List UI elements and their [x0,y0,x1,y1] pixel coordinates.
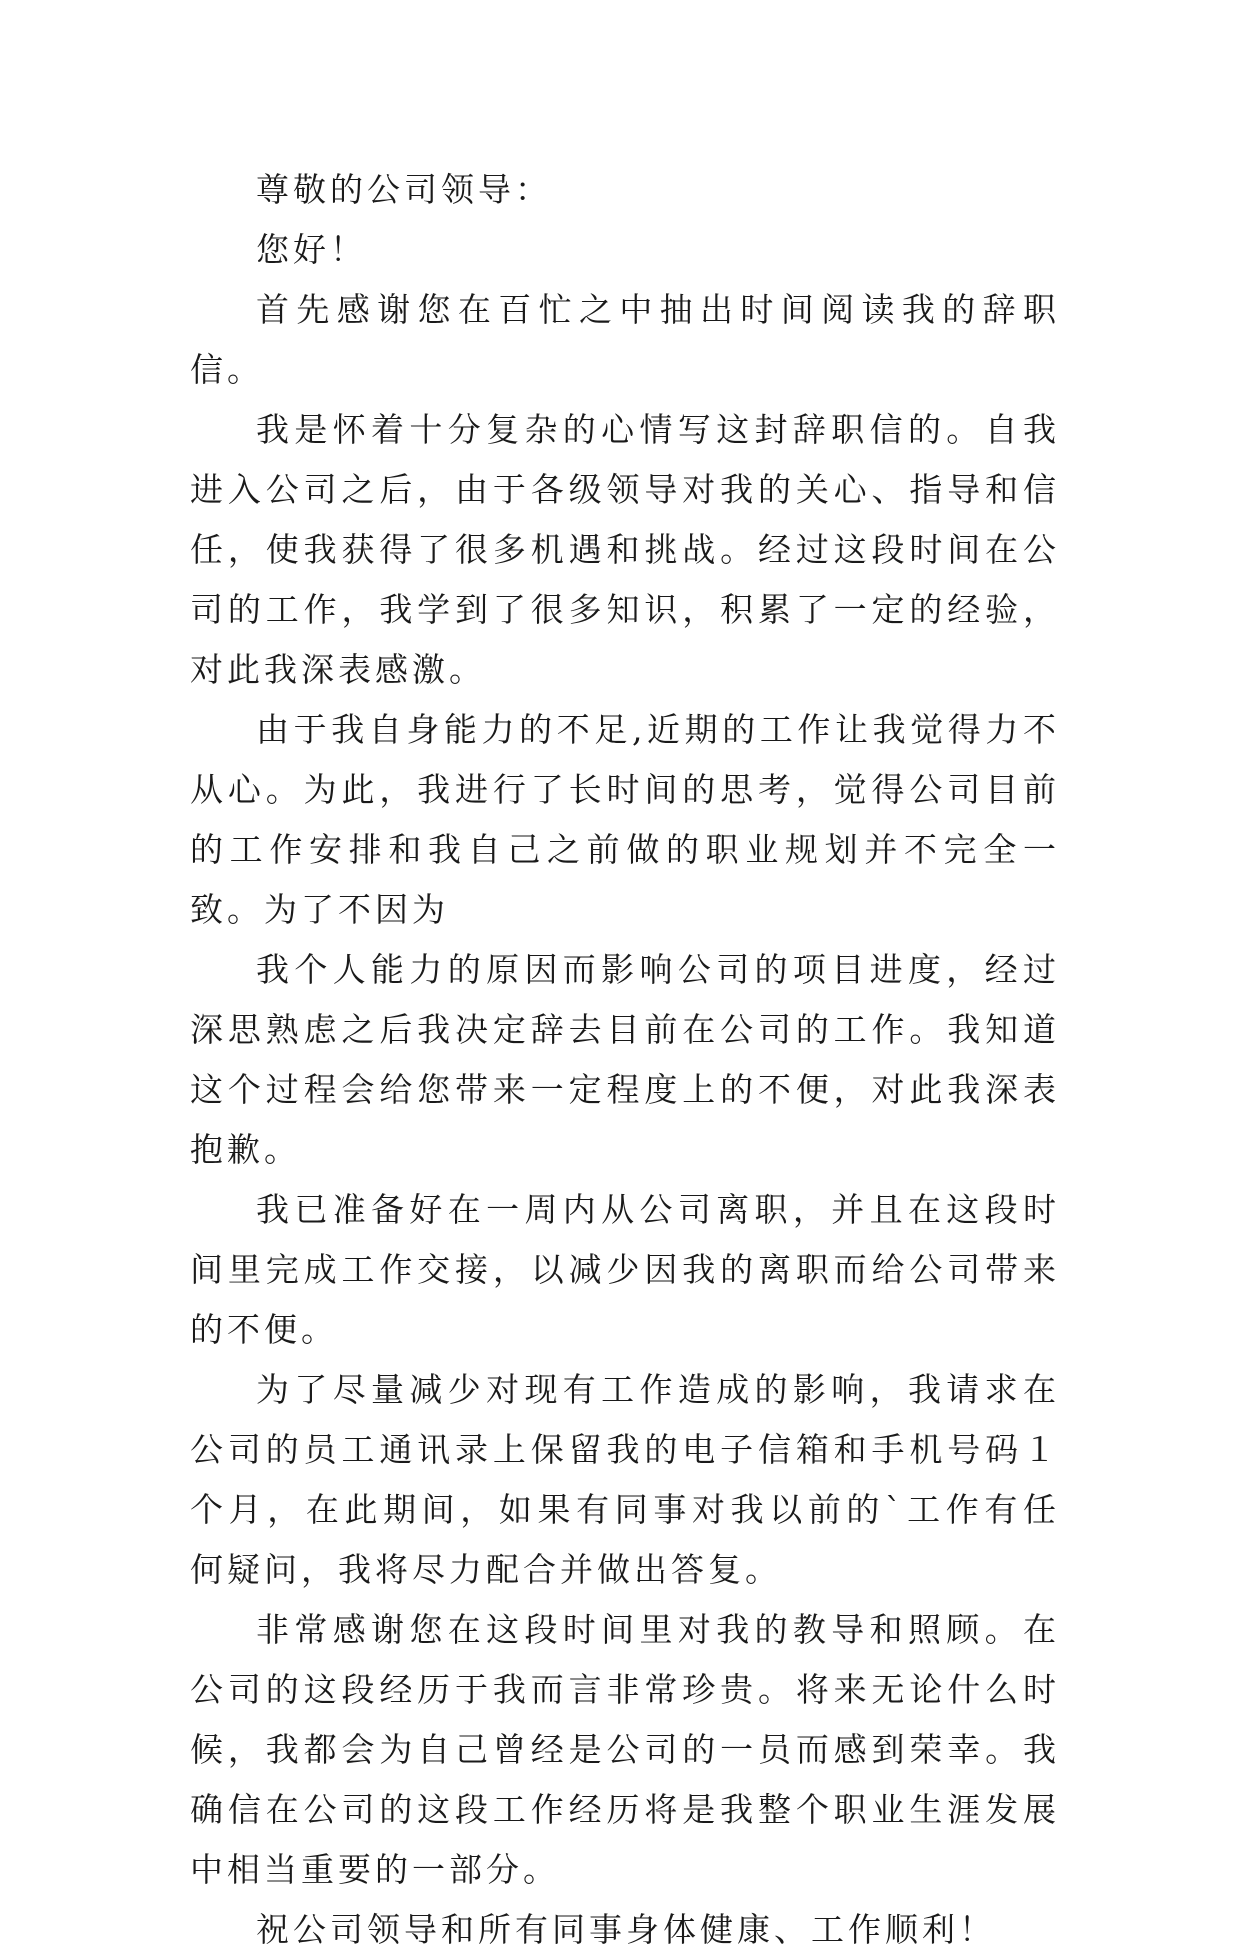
paragraph-thanks: 非常感谢您在这段时间里对我的教导和照顾。在公司的这段经历于我而言非常珍贵。将来无论什么时候，我都会为自己曾经是公司的一员而感到荣幸。我确信在公司的这段工作经历将是我整个职业生涯发展中相当重要的一部分。 [190,1610,1060,1889]
paragraph-contact: 为了尽量减少对现有工作造成的影响，我请求在公司的员工通讯录上保留我的电子信箱和手机号码１个月，在此期间，如果有同事对我以前的`工作有任何疑问，我将尽力配合并做出答复。 [190,1370,1060,1589]
paragraph-handover: 我已准备好在一周内从公司离职，并且在这段时间里完成工作交接，以减少因我的离职而给公司带来的不便。 [190,1190,1060,1349]
paragraph-decision: 我个人能力的原因而影响公司的项目进度，经过深思熟虑之后我决定辞去目前在公司的工作。我知道这个过程会给您带来一定程度上的不便，对此我深表抱歉。 [190,950,1060,1169]
salutation: 尊敬的公司领导： [256,170,552,209]
closing-wish: 祝公司领导和所有同事身体健康、工作顺利！ [256,1910,996,1949]
paragraph-reason: 由于我自身能力的不足,近期的工作让我觉得力不从心。为此，我进行了长时间的思考，觉得公司目前的工作安排和我自己之前做的职业规划并不完全一致。为了不因为 [190,710,1060,929]
greeting: 您好！ [256,230,367,269]
paragraph-intro: 首先感谢您在百忙之中抽出时间阅读我的辞职信。 [190,290,1060,389]
paragraph-gratitude: 我是怀着十分复杂的心情写这封辞职信的。自我进入公司之后，由于各级领导对我的关心、指导和信任，使我获得了很多机遇和挑战。经过这段时间在公司的工作，我学到了很多知识，积累了一定的经验，对此我深表感激。 [190,410,1060,689]
letter-body [190,160,1060,1960]
